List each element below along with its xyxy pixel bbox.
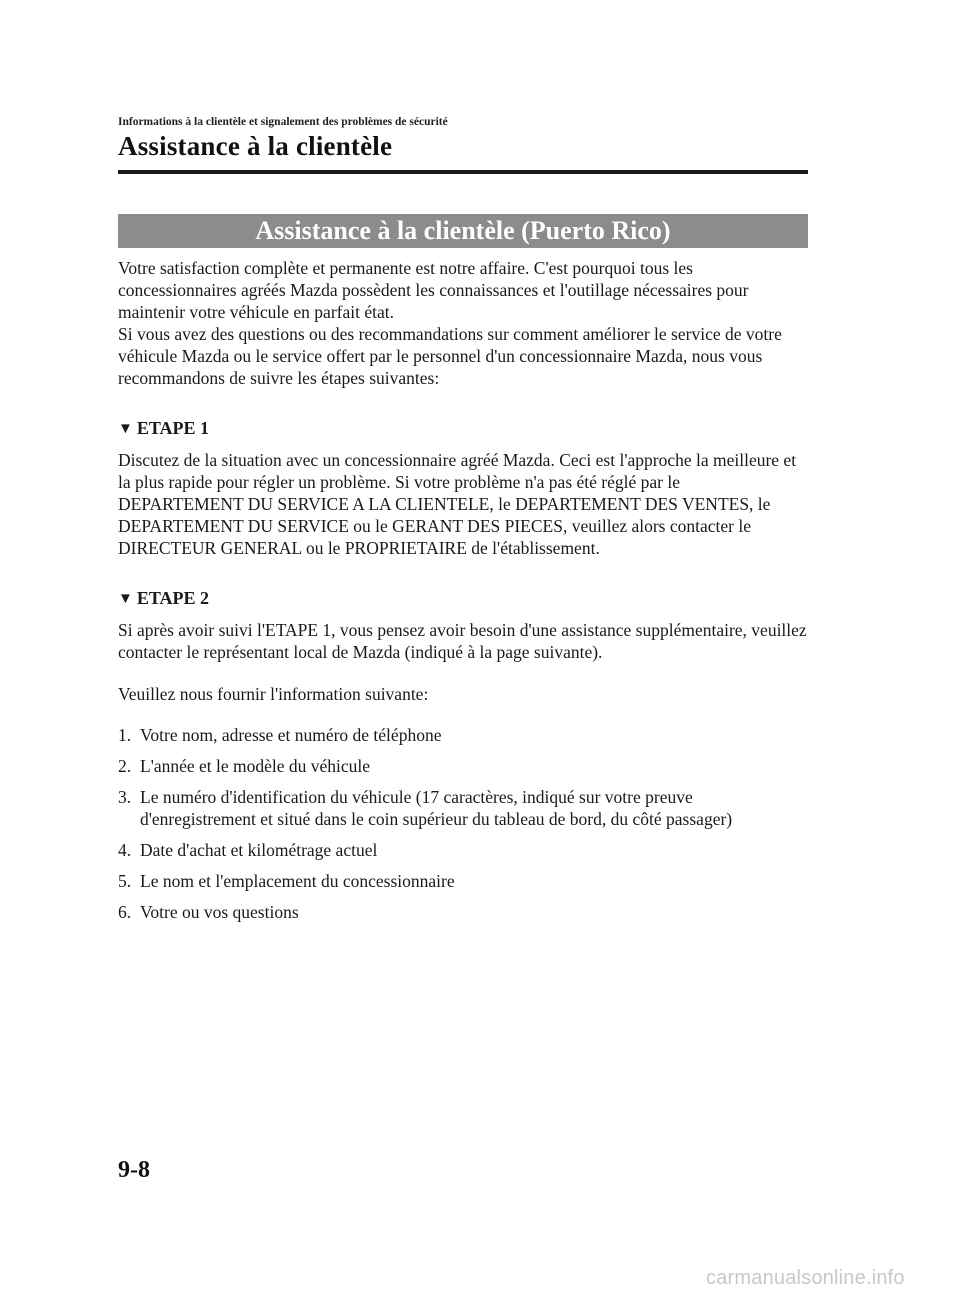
list-item-text: L'année et le modèle du véhicule [140,756,371,776]
list-item-text: Votre nom, adresse et numéro de téléphone [140,725,442,745]
list-item-text: Le numéro d'identification du véhicule (17 caractères, indiqué sur votre preuve d'enregistrement et situé dans le coin supérieur du tableau de bord, du côté passager) [140,787,733,829]
list-item [118,755,808,777]
list-item-number: 1. [118,725,132,745]
watermark: carmanualsonline.info [706,1267,905,1289]
page-content [118,257,808,932]
section-banner: Assistance à la clientèle (Puerto Rico) [118,214,808,248]
list-item [118,724,808,746]
list-item [118,870,808,892]
step-1-heading [118,417,808,440]
list-item-text: Date d'achat et kilométrage actuel [140,840,378,860]
chapter-title: Assistance à la clientèle [118,131,393,161]
info-intro: Veuillez nous fournir l'information suivante: [118,684,429,704]
list-item-text: Le nom et l'emplacement du concessionnaire [140,871,455,891]
section-label: Informations à la clientèle et signalement des problèmes de sécurité [118,116,448,128]
list-item [118,786,808,830]
triangle-down-icon: ▼ [118,591,133,607]
list-item-number: 5. [118,871,132,891]
intro-line-2: Si vous avez des questions ou des recommandations sur comment améliorer le service de votre véhicule Mazda ou le service offert par le personnel d'un concessionnaire Mazda, nous vous recommandons de suivre les étapes suivantes: [118,324,782,388]
page-number: 9-8 [118,1157,150,1183]
step-2-heading [118,587,808,610]
step-2-text: Si après avoir suivi l'ETAPE 1, vous pensez avoir besoin d'une assistance supplémentaire, veuillez contacter le représentant local de Mazda (indiqué à la page suivante). [118,620,807,662]
list-item [118,839,808,861]
list-item-number: 2. [118,756,132,776]
triangle-down-icon: ▼ [118,421,133,437]
step-1-title: ETAPE 1 [136,418,210,438]
list-item-number: 6. [118,902,132,922]
list-item-text: Votre ou vos questions [140,902,299,922]
list-item-number: 3. [118,787,132,807]
step-1-text: Discutez de la situation avec un concessionnaire agréé Mazda. Ceci est l'approche la meilleure et la plus rapide pour régler un problème. Si votre problème n'a pas été réglé par le DEPARTEMENT DU SERVICE A LA CLIENTELE, le DEPARTEMENT DES VENTES, le DEPARTEMENT DU SERVICE ou le GERANT DES PIECES, veuillez alors contacter le DIRECTEUR GENERAL ou le PROPRIETAIRE de l'établissement. [118,450,797,558]
intro-line-1: Votre satisfaction complète et permanente est notre affaire. C'est pourquoi tous les concessionnaires agréés Mazda possèdent les connaissances et l'outillage nécessaires pour maintenir votre véhicule en parfait état. [118,258,749,322]
intro-paragraph [118,257,808,389]
step-2-title: ETAPE 2 [136,588,210,608]
info-list [118,724,808,923]
list-item-number: 4. [118,840,132,860]
list-item [118,901,808,923]
title-divider [118,170,808,174]
